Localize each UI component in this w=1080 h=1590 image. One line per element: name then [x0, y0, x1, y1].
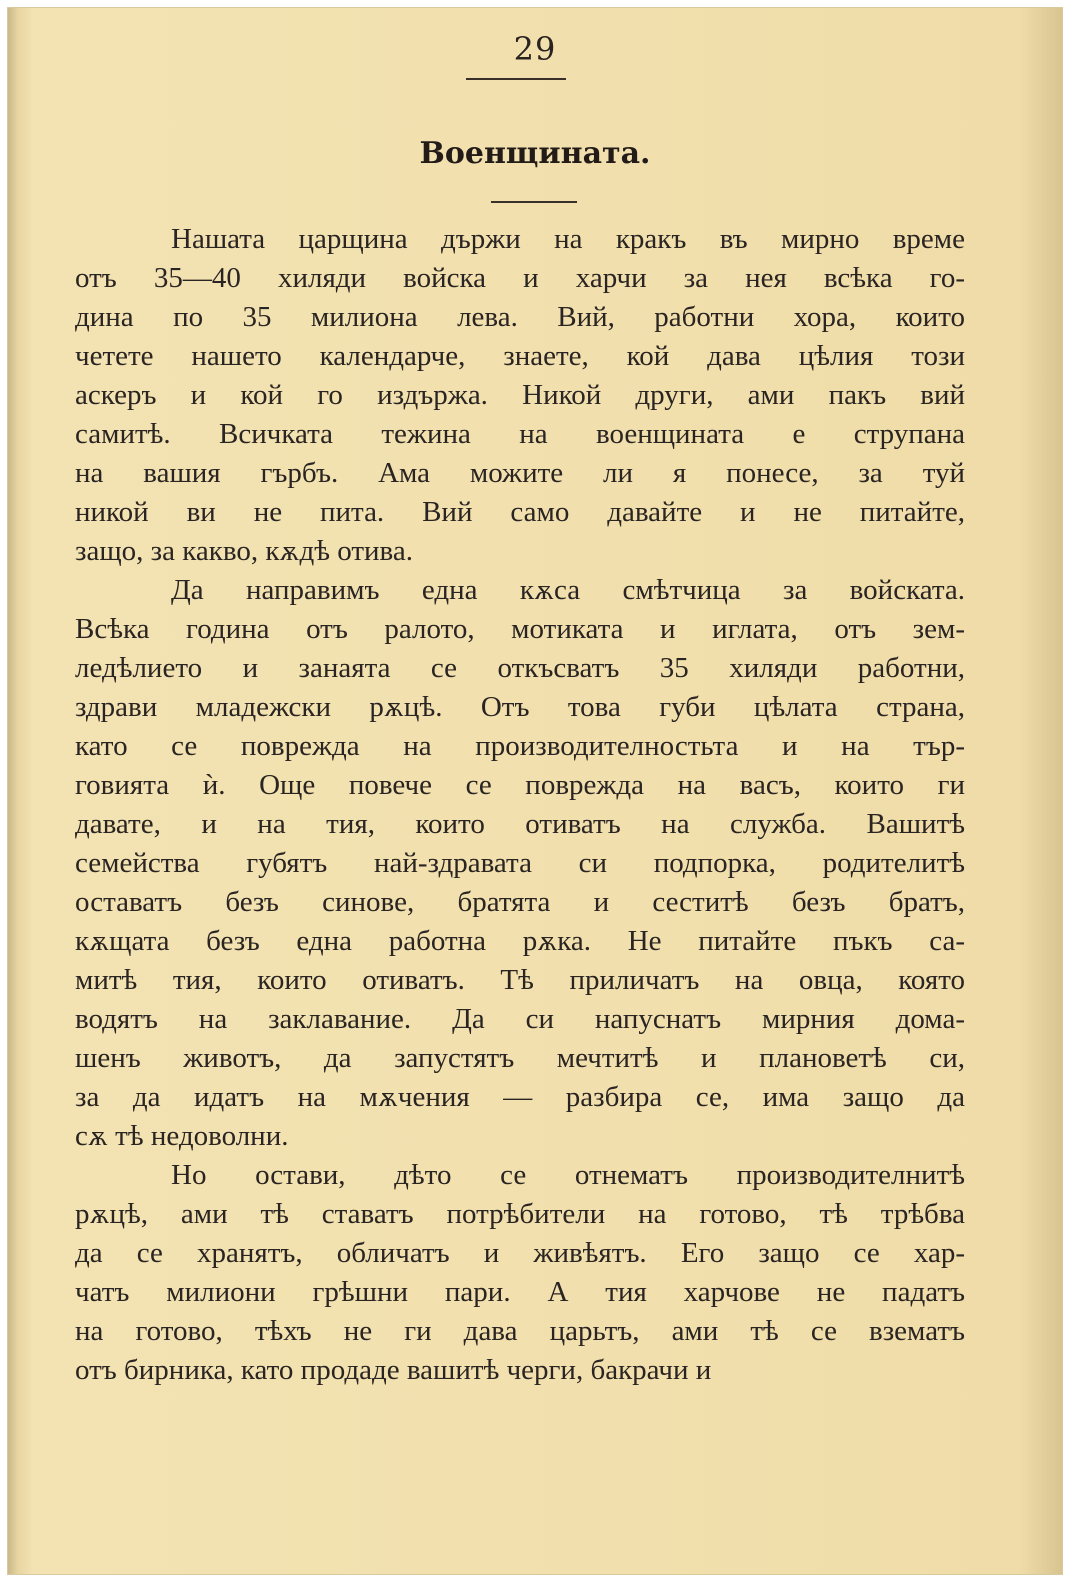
- text-line: отъ 35—40 хиляди войска и харчи за нея всѣка го-: [75, 262, 965, 294]
- text-line: отъ бирника, като продаде вашитѣ черги, бакрачи и: [75, 1354, 712, 1386]
- text-line: аскеръ и кой го издържа. Никой други, ами пакъ вий: [75, 379, 965, 411]
- page-number: 29: [513, 30, 557, 68]
- text-line: на вашия гърбъ. Ама можите ли я понесе, за туй: [75, 457, 965, 489]
- book-page: [8, 8, 1062, 1574]
- text-line: оставатъ безъ синове, братята и сеститѣ безъ братъ,: [75, 886, 965, 918]
- text-line: водятъ на заклавание. Да си напуснатъ мирния дома-: [75, 1003, 965, 1035]
- page-number-rule: [466, 78, 566, 80]
- text-line: здрави младежски рѫцѣ. Отъ това губи цѣлата страна,: [75, 691, 965, 723]
- text-line: чатъ милиони грѣшни пари. А тия харчове не падатъ: [75, 1276, 965, 1308]
- body-text: [75, 220, 965, 1390]
- text-line: Нашата царщина държи на кракъ въ мирно време: [171, 223, 965, 255]
- text-line: митѣ тия, които отиватъ. Тѣ приличатъ на овца, която: [75, 964, 965, 996]
- text-line: Всѣка година отъ ралото, мотиката и иглата, отъ зем-: [75, 613, 965, 645]
- text-line: защо, за какво, кѫдѣ отива.: [75, 535, 413, 567]
- text-line: ледѣлието и занаята се откъсватъ 35 хиляди работни,: [75, 652, 965, 684]
- text-line: самитѣ. Всичката тежина на военщината е струпана: [75, 418, 965, 450]
- text-line: дина по 35 милиона лева. Вий, работни хора, които: [75, 301, 965, 333]
- text-line: като се повреждa на производителностьта и на тър-: [75, 730, 965, 762]
- text-line: давате, и на тия, които отиватъ на служба. Вашитѣ: [75, 808, 965, 840]
- text-line: четете нашето календарче, знаете, кой дава цѣлия този: [75, 340, 965, 372]
- text-line: Да направимъ една кѫса смѣтчица за войската.: [171, 574, 965, 606]
- text-line: на готово, тѣхъ не ги дава царьтъ, ами тѣ се взематъ: [75, 1315, 965, 1347]
- text-line: кѫщата безъ една работна рѫка. Не питайте пъкъ са-: [75, 925, 965, 957]
- text-line: говията ѝ. Още повече се повреждa на васъ, които ги: [75, 769, 965, 801]
- text-line: семейства губятъ най-здравата си подпорка, родителитѣ: [75, 847, 965, 879]
- title-rule: [491, 201, 577, 203]
- text-line: никой ви не пита. Вий само давайте и не питайте,: [75, 496, 965, 528]
- text-line: рѫцѣ, ами тѣ ставатъ потрѣбители на готово, тѣ трѣбва: [75, 1198, 965, 1230]
- text-line: сѫ тѣ недоволни.: [75, 1120, 289, 1152]
- text-line: шенъ животъ, да запустятъ мечтитѣ и плановетѣ си,: [75, 1042, 965, 1074]
- text-line: да се хранятъ, обличатъ и живѣятъ. Его защо се хар-: [75, 1237, 965, 1269]
- text-line: Но остави, дѣто се отнематъ производителнитѣ: [171, 1159, 965, 1191]
- text-line: за да идатъ на мѫчения — разбира се, има защо да: [75, 1081, 965, 1113]
- chapter-title: Военщината.: [419, 136, 651, 171]
